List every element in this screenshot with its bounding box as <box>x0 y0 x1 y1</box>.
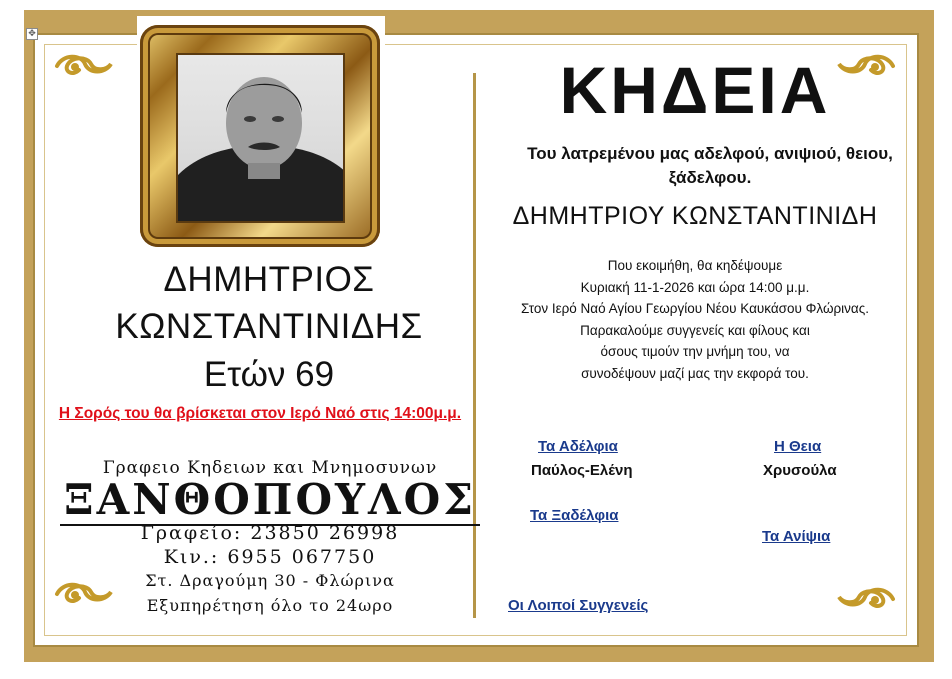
agency-mobile-phone: Κιν.: 6955 067750 <box>163 546 377 568</box>
siblings-heading: Τα Αδέλφια <box>538 438 618 455</box>
age: Ετών 69 <box>203 355 335 394</box>
flourish-top-left-icon <box>53 52 117 80</box>
service-line: Στον Ιερό Ναό Αγίου Γεωργίου Νέου Καυκάσου Φλώρινας. <box>521 301 869 316</box>
intro-line: ξάδελφου. <box>668 168 752 187</box>
nephews-heading: Τα Ανίψια <box>762 528 831 545</box>
siblings-names: Παύλος-Ελένη <box>531 462 633 479</box>
deceased-genitive: ΔΗΜΗΤΡΙΟΥ ΚΩΝΣΤΑΝΤΙΝΙΔΗ <box>512 202 878 230</box>
notice-title: ΚΗΔΕΙΑ <box>559 53 831 127</box>
aunt-heading: Η Θεια <box>774 438 822 455</box>
agency-description: Γραφειο Κηδειων και Μνημοσυνων <box>102 458 438 478</box>
service-line: Παρακαλούμε συγγενείς και φίλους και <box>580 322 810 338</box>
move-handle-icon[interactable]: ✥ <box>26 28 38 40</box>
service-line: συνοδέψουν μαζί μας την εκφορά του. <box>581 365 809 381</box>
agency-name-text: ΞΑΝΘΟΠΟΥΛΟΣ <box>60 475 480 526</box>
name-first: ΔΗΜΗΤΡΙΟΣ <box>163 260 375 299</box>
flourish-bottom-right-icon <box>833 585 897 613</box>
portrait-silhouette-icon <box>178 55 345 223</box>
coffin-note: Η Σορός του θα βρίσκεται στον Ιερό Ναό στις 14:00μ.μ. <box>58 405 462 422</box>
service-line: Που εκοιμήθη, θα κηδέψουμε <box>607 258 783 273</box>
service-line: Κυριακή 11-1-2026 και ώρα 14:00 μ.μ. <box>580 279 810 295</box>
portrait-photo <box>176 53 345 223</box>
intro-line: Του λατρεμένου μας αδελφού, ανιψιού, θειου, <box>527 144 893 163</box>
deceased-name <box>90 256 448 350</box>
aunt-name: Χρυσούλα <box>763 462 837 479</box>
agency-office-phone: Γραφείο: 23850 26998 <box>140 522 400 544</box>
agency-address: Στ. Δραγούμη 30 - Φλώρινα <box>145 571 395 590</box>
intro-text <box>490 142 930 190</box>
name-last: ΚΩΝΣΤΑΝΤΙΝΙΔΗΣ <box>115 307 423 346</box>
service-details <box>480 255 910 384</box>
other-relatives-heading: Οι Λοιποί Συγγενείς <box>508 597 649 614</box>
agency-name <box>55 475 485 524</box>
service-line: όσους τιμούν την μνήμη του, να <box>600 344 790 359</box>
cousins-heading: Τα Ξαδέλφια <box>530 507 619 524</box>
agency-service-hours: Εξυπηρέτηση όλο το 24ωρο <box>146 596 394 615</box>
